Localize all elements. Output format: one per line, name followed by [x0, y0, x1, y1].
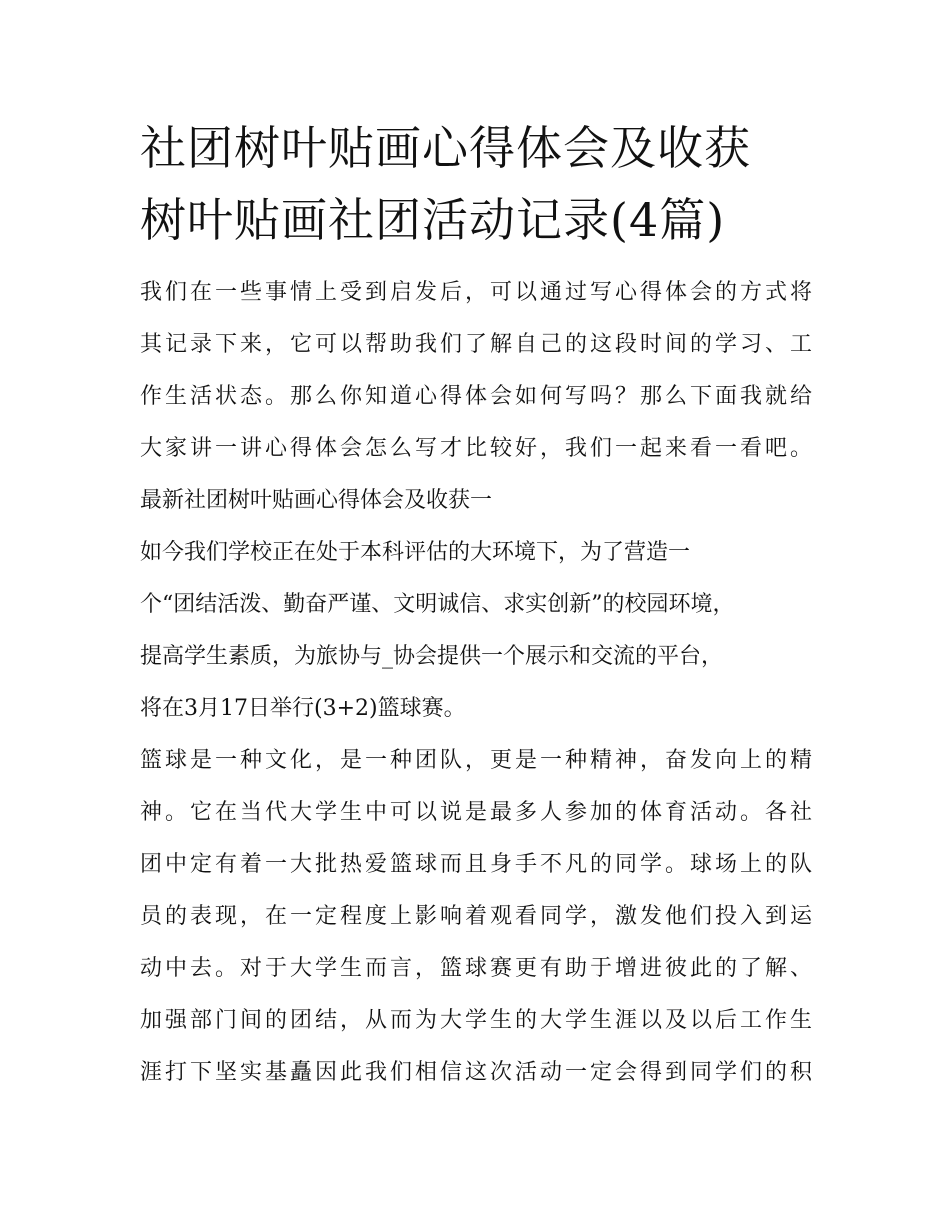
- paragraph-line: 将在3月17日举行(3+2)篮球赛。: [140, 696, 466, 721]
- title-line: 树叶贴画社团活动记录(4篇): [140, 193, 726, 247]
- paragraph-line: 个“团结活泼、勤奋严谨、文明诚信、求实创新”的校园环境，: [140, 592, 735, 617]
- paragraph-line: 团中定有着一大批热爱篮球而且身手不凡的同学。球场上的队: [140, 852, 812, 877]
- intro-line: 作生活状态。那么你知道心得体会如何写吗？那么下面我就给: [140, 384, 812, 409]
- intro-line: 大家讲一讲心得体会怎么写才比较好，我们一起来看一看吧。: [140, 436, 812, 461]
- paragraph-line: 提高学生素质，为旅协与_协会提供一个展示和交流的平台，: [140, 644, 724, 669]
- intro-line: 我们在一些事情上受到启发后，可以通过写心得体会的方式将: [140, 280, 812, 305]
- paragraph-line: 篮球是一种文化，是一种团队，更是一种精神，奋发向上的精: [140, 748, 812, 773]
- document-page: [140, 112, 812, 1099]
- paragraph-line: 如今我们学校正在处于本科评估的大环境下，为了营造一: [140, 540, 691, 565]
- paragraph-line: 员的表现，在一定程度上影响着观看同学，激发他们投入到运: [140, 904, 812, 929]
- section-heading: 最新社团树叶贴画心得体会及收获一: [140, 488, 493, 513]
- paragraph-line: 神。它在当代大学生中可以说是最多人参加的体育活动。各社: [140, 800, 812, 825]
- document-body: [140, 267, 812, 1099]
- paragraph-line: 加强部门间的团结，从而为大学生的大学生涯以及以后工作生: [140, 1008, 812, 1033]
- title-line: 社团树叶贴画心得体会及收获: [140, 121, 751, 175]
- document-title: [140, 112, 812, 256]
- intro-line: 其记录下来，它可以帮助我们了解自己的这段时间的学习、工: [140, 332, 812, 357]
- paragraph-line: 动中去。对于大学生而言，篮球赛更有助于增进彼此的了解、: [140, 956, 812, 981]
- paragraph-line: 涯打下坚实基矗因此我们相信这次活动一定会得到同学们的积: [140, 1060, 812, 1085]
